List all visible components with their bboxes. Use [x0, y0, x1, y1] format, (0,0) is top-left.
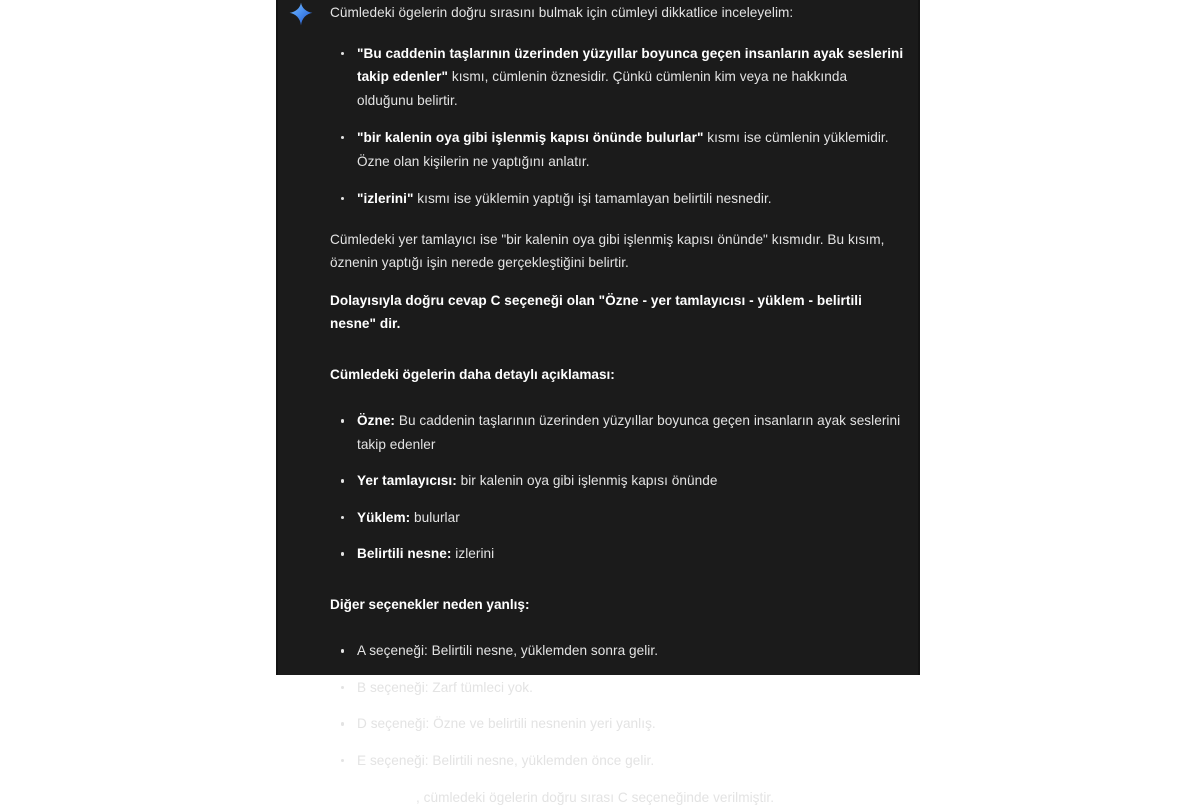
analysis-bullet-bold-0: "Bu caddenin taşlarının üzerinden yüzyıllar boyunca geçen insanların ayak seslerini takip edenler" — [357, 45, 904, 84]
final-paragraph — [330, 786, 904, 810]
conclusion-paragraph: Dolayısıyla doğru cevap C seçeneği olan "Özne - yer tamlayıcısı - yüklem - belirtili nesne" dir. — [330, 292, 862, 331]
list-item — [340, 42, 904, 113]
detail-label-3: Belirtili nesne: — [357, 546, 452, 562]
list-item — [340, 126, 904, 173]
left-gutter — [0, 0, 276, 675]
response-content — [278, 1, 918, 810]
list-item: D seçeneği: Özne ve belirtili nesnenin yeri yanlış. — [340, 712, 904, 736]
list-item — [340, 409, 904, 456]
wrong-options-list — [330, 639, 904, 772]
analysis-bullet-bold-1: "bir kalenin oya gibi işlenmiş kapısı önünde bulurlar" — [357, 130, 704, 145]
detail-label-2: Yüklem: — [357, 509, 411, 525]
yer-tamlayici-paragraph: Cümledeki yer tamlayıcı ise "bir kalenin oya gibi işlenmiş kapısı önünde" kısmıdır. Bu kısım, öznenin yaptığı işin nerede gerçekleştiğini belirtir. — [330, 231, 885, 270]
gemini-sparkle-icon — [288, 1, 314, 27]
final-bold: Sonuç olarak — [330, 790, 416, 806]
list-item — [340, 542, 904, 566]
detail-label-0: Özne: — [357, 413, 396, 429]
list-item: E seçeneği: Belirtili nesne, yüklemden önce gelir. — [340, 749, 904, 773]
detail-value-0: Bu caddenin taşlarının üzerinden yüzyıllar boyunca geçen insanların ayak seslerini takip edenler — [357, 413, 901, 452]
analysis-bullet-bold-2: "izlerini" — [357, 191, 414, 206]
detail-heading: Cümledeki ögelerin daha detaylı açıklaması: — [330, 367, 615, 383]
analysis-bullet-list — [330, 42, 904, 211]
detail-value-1: bir kalenin oya gibi işlenmiş kapısı önünde — [456, 473, 718, 489]
list-item: A seçeneği: Belirtili nesne, yüklemden sonra gelir. — [340, 639, 904, 663]
detail-bullet-list — [330, 409, 904, 566]
analysis-bullet-rest-2: kısmı ise yüklemin yaptığı işi tamamlayan belirtili nesnedir. — [413, 191, 772, 206]
list-item — [340, 506, 904, 530]
analysis-bullet-rest-0: kısmı, cümlenin öznesidir. Çünkü cümlenin kim veya ne hakkında olduğunu belirtir. — [357, 69, 848, 108]
detail-label-1: Yer tamlayıcısı: — [357, 473, 457, 489]
list-item: B seçeneği: Zarf tümleci yok. — [340, 676, 904, 700]
panel-inner — [278, 0, 918, 810]
list-item — [340, 187, 904, 211]
right-gutter — [920, 0, 1200, 675]
list-item — [340, 469, 904, 493]
final-rest: , cümledeki ögelerin doğru sırası C seçeneğinde verilmiştir. — [415, 790, 775, 806]
detail-value-3: izlerini — [451, 546, 495, 562]
detail-value-2: bulurlar — [410, 509, 460, 525]
gemini-response-panel — [276, 0, 920, 806]
analysis-bullet-rest-1: kısmı ise cümlenin yüklemidir. Özne olan kişilerin ne yaptığını anlatır. — [357, 130, 889, 169]
wrong-options-heading: Diğer seçenekler neden yanlış: — [330, 597, 530, 613]
intro-paragraph: Cümledeki ögelerin doğru sırasını bulmak için cümleyi dikkatlice inceleyelim: — [330, 5, 794, 20]
